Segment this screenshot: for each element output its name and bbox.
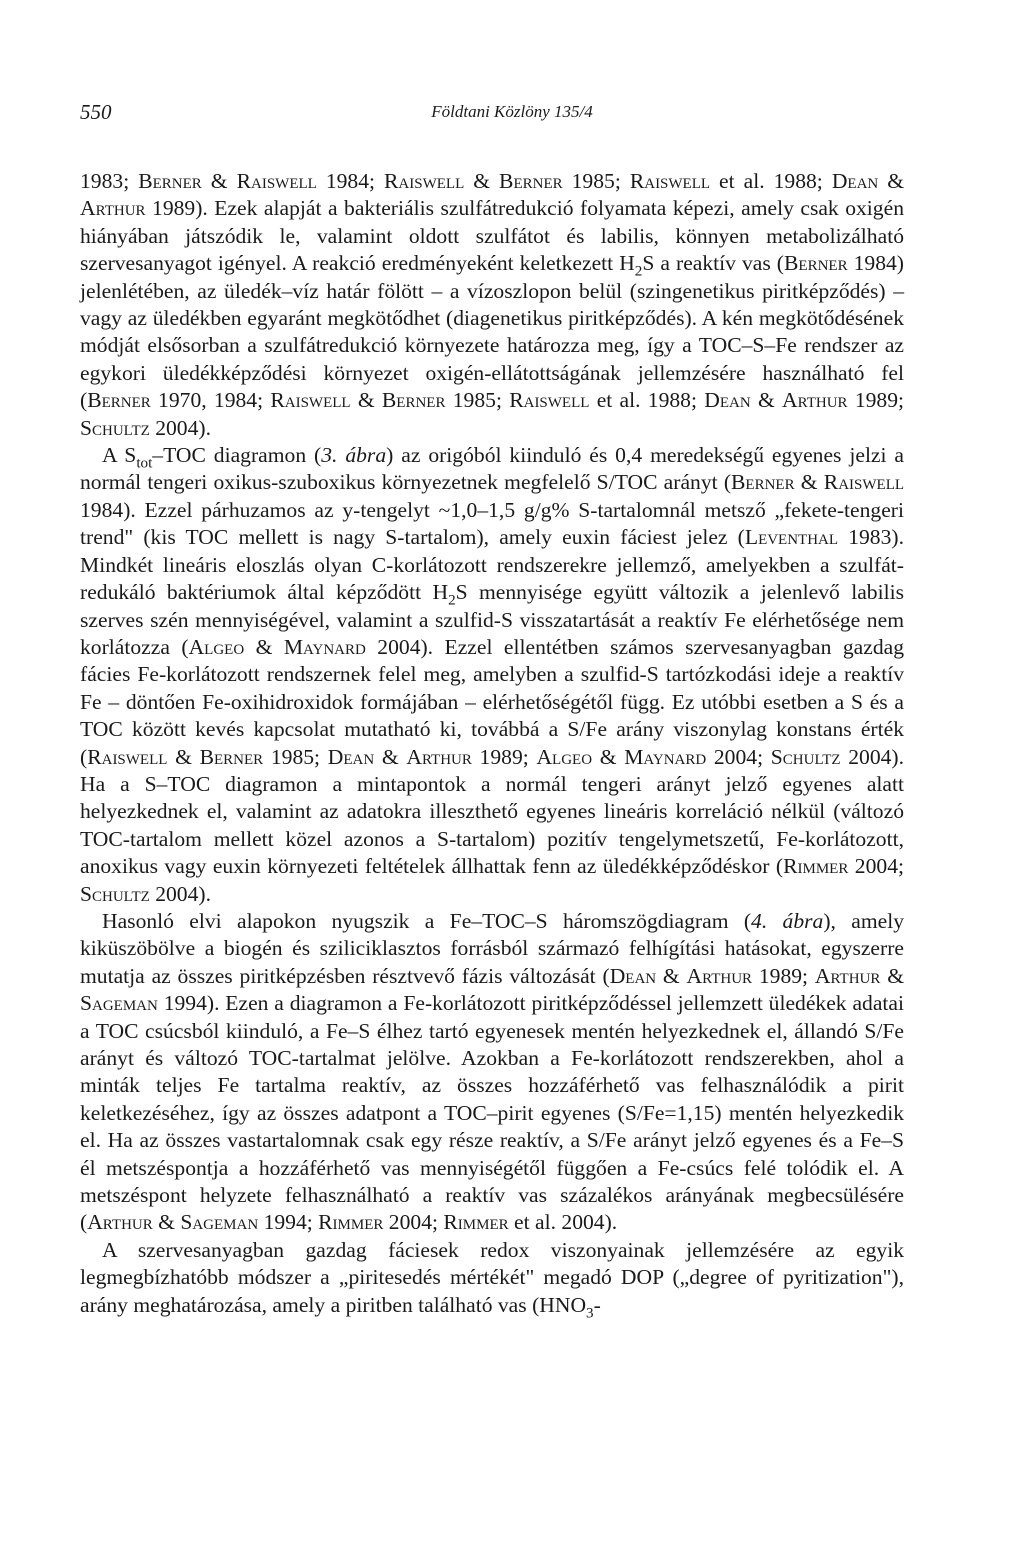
- text-run: 2004;: [706, 744, 771, 769]
- author-name: Schultz: [80, 881, 150, 906]
- text-run: &: [656, 963, 687, 988]
- author-name: Schultz: [80, 415, 150, 440]
- author-name: Raiswell: [236, 169, 317, 193]
- author-name: Raiswell: [384, 169, 465, 193]
- text-run: 2004). Ha a S–TOC diagramon a mintapontok a normál tengeri arányt jelző egyenes alatt helyezkednek el, valamint az adatokra illeszthető egyenes lineáris korreláció nélkül (változó TOC-tartalom mellett közel azonos a S-tartalom) pozitív tengelymetszetű, Fe-korlátozott, anoxikus vagy euxin környezeti feltételek állhattak fenn az üledékképződéskor (: [80, 744, 905, 879]
- author-name: Sageman: [80, 991, 158, 1016]
- author-name: Algeo: [536, 744, 593, 769]
- paragraph: [80, 1237, 904, 1319]
- page-number: 550: [80, 100, 112, 124]
- text-run: &: [374, 744, 407, 769]
- text-run: 1989;: [847, 388, 904, 413]
- text-run: &: [350, 388, 382, 413]
- text-run: 1985;: [562, 169, 630, 193]
- text-run: &: [794, 470, 824, 495]
- author-name: Arthur: [782, 388, 848, 413]
- text-run: 2004). Ezzel ellentétben számos szervesanyagban gazdag fácies Fe-korlátozott rendszernek felel meg, amelyben a szulfid-S tartózkodási ideje a reaktív Fe – döntően Fe-oxihidroxidok formájában – elérhetőségétől függ. Ez utóbbi esetben a S és a TOC között kevés kapcsolat mutatható ki, továbbá a S/Fe arány viszonylag konstans érték (: [80, 634, 904, 769]
- author-name: Maynard: [624, 744, 707, 769]
- subscript: tot: [136, 455, 153, 472]
- subscript: 2: [634, 263, 643, 280]
- paragraph: [80, 442, 904, 908]
- text-run: S mennyisége együtt változik a jelenlevő labilis szerves szén mennyiségével, valamint a szulfid-S visszatartását a reaktív Fe elérhetősége nem korlátozza (: [80, 580, 904, 659]
- text-run: 1989;: [471, 744, 537, 769]
- text-run: &: [167, 744, 200, 769]
- author-name: Leventhal: [744, 525, 839, 550]
- text-run: 1989;: [752, 963, 815, 988]
- author-name: Berner: [784, 251, 848, 276]
- paragraph: [80, 168, 904, 442]
- text-run: 1983;: [80, 169, 139, 193]
- author-name: Arthur: [406, 744, 472, 769]
- text-run: A S: [102, 443, 137, 468]
- text-run: ) az origóból kiinduló és 0,4 meredekségű egyenes jelzi a normál tengeri oxikus-szuboxikus környezetnek megfelelő S/TOC arányt (: [80, 443, 905, 495]
- author-name: Sageman: [180, 1210, 259, 1235]
- text-run: &: [152, 1210, 181, 1235]
- text-run: 1994). Ezen a diagramon a Fe-korlátozott piritképződéssel jellemzett üledékek adatai a TOC csúcsból kiinduló, a Fe–S élhez tartó egyenesek mentén helyezkednek el, állandó S/Fe arányt és változó TOC-tartalmat jelölve. Azokban a Fe-korlátozott rendszerekben, ahol a minták teljes Fe tartalma reaktív, az összes hozzáférhető vas felhasználódik a pirit keletkezéséhez, így az összes adatpont a TOC–pirit egyenes (S/Fe=1,15) mentén helyezkedik el. Ha az összes vastartalomnak csak egy része reaktív, a S/Fe arányt jelző egyenes és a Fe–S él metszéspontja a hozzáférhető vas mennyiségétől függően a Fe-csúcs felé tolódik el. A metszéspont helyzete felhasználható a reaktív vas százalékos arányának megbecsülésére (: [80, 991, 904, 1235]
- text-run: 1984) jelenlétében, az üledék–víz határ fölött – a vízoszlopon belül (szingenetikus piritképződés) – vagy az üledékben egyaránt megkötődhet (diagenetikus piritképződés). A kén megkötődésének módját elsősorban a szulfátredukció környezete határozza meg, így a TOC–S–Fe rendszer az egykori üledékképződési környezet oxigén-ellátottságának jellemzésére használható fel (: [80, 251, 905, 413]
- author-name: Berner: [87, 388, 151, 413]
- figure-reference: 4. ábra: [751, 908, 824, 933]
- author-name: Dean: [704, 388, 751, 413]
- text-run: –TOC diagramon (: [152, 443, 322, 468]
- text-run: &: [592, 744, 625, 769]
- text-run: 1984). Ezzel párhuzamos az y-tengelyt ~1,0–1,5 g/g% S-tartalomnál metsző „fekete-tengeri trend" (kis TOC mellett is nagy S-tartalom), amely euxin fáciest jelez (: [80, 497, 904, 550]
- author-name: Berner: [199, 744, 264, 769]
- author-name: Schultz: [770, 744, 841, 769]
- author-name: Rimmer: [783, 854, 849, 879]
- text-run: 2004).: [149, 881, 211, 906]
- text-run: 2004;: [848, 854, 904, 879]
- text-run: ), amely kiküszöbölve a biogén és sziliciklasztos forrásból származó felhígítási hatásokat, egyszerre mutatja az összes piritképzésben résztvevő fázis változását (: [80, 908, 905, 988]
- author-name: Arthur: [87, 1210, 153, 1235]
- text-run: &: [201, 169, 237, 193]
- text-run: S a reaktív vas (: [642, 251, 785, 276]
- author-name: Raiswell: [87, 744, 168, 769]
- text-run: &: [878, 169, 905, 193]
- text-run: 1985;: [445, 388, 510, 413]
- text-run: 1994;: [258, 1210, 319, 1235]
- text-run: &: [244, 634, 284, 659]
- author-name: Dean: [609, 963, 657, 988]
- text-run: A szervesanyagban gazdag fáciesek redox viszonyainak jellemzésére az egyik legmegbízhatóbb módszer a „piritesedés mértékét" megadó DOP („degree of pyritization"), arány meghatározása, amely a piritben található vas (HNO: [80, 1237, 904, 1317]
- text-run: 1985;: [263, 744, 328, 769]
- text-run: et al. 2004).: [508, 1210, 618, 1235]
- running-head: Földtani Közlöny 135/4: [431, 102, 593, 121]
- figure-reference: 3. ábra: [321, 443, 387, 468]
- author-name: Arthur: [80, 196, 146, 221]
- text-run: &: [464, 169, 500, 193]
- author-name: Berner: [499, 169, 563, 193]
- author-name: Raiswell: [270, 388, 351, 413]
- author-name: Raiswell: [629, 169, 711, 193]
- text-run: &: [880, 963, 904, 988]
- author-name: Arthur: [686, 963, 753, 988]
- text-run: et al. 1988;: [589, 388, 705, 413]
- author-name: Berner: [731, 470, 795, 495]
- text-run: 1983). Mindkét lineáris eloszlás olyan C-korlátozott rendszerekre jellemző, amelyekben a szulfát-redukáló baktériumok által képződött H: [80, 525, 904, 605]
- author-name: Raiswell: [823, 470, 905, 495]
- text-run: 1984;: [316, 169, 385, 193]
- author-name: Arthur: [814, 963, 881, 988]
- text-run: 1970, 1984;: [150, 388, 271, 413]
- author-name: Algeo: [188, 634, 245, 659]
- body-text: [80, 168, 904, 1319]
- text-run: 2004).: [149, 415, 211, 440]
- text-run: &: [750, 388, 783, 413]
- subscript: 3: [586, 1304, 594, 1321]
- author-name: Rimmer: [443, 1210, 509, 1235]
- text-run: -: [593, 1292, 601, 1317]
- text-run: 2004;: [383, 1210, 444, 1235]
- author-name: Maynard: [283, 634, 366, 659]
- author-name: Berner: [138, 169, 202, 193]
- author-name: Rimmer: [318, 1210, 384, 1235]
- author-name: Berner: [381, 388, 446, 413]
- subscript: 2: [448, 592, 456, 609]
- text-run: 1989). Ezek alapját a bakteriális szulfátredukció folyamata képezi, amely csak oxigén hiányában játszódik le, valamint oldott szulfátot és labilis, könnyen metabolizálható szervesanyagot igényel. A reakció eredményeként keletkezett H: [80, 196, 904, 276]
- author-name: Dean: [831, 169, 879, 193]
- author-name: Raiswell: [509, 388, 590, 413]
- author-name: Dean: [327, 744, 375, 769]
- text-run: Hasonló elvi alapokon nyugszik a Fe–TOC–S háromszögdiagram (: [102, 908, 752, 933]
- text-run: et al. 1988;: [710, 169, 832, 193]
- paragraph: [80, 908, 904, 1237]
